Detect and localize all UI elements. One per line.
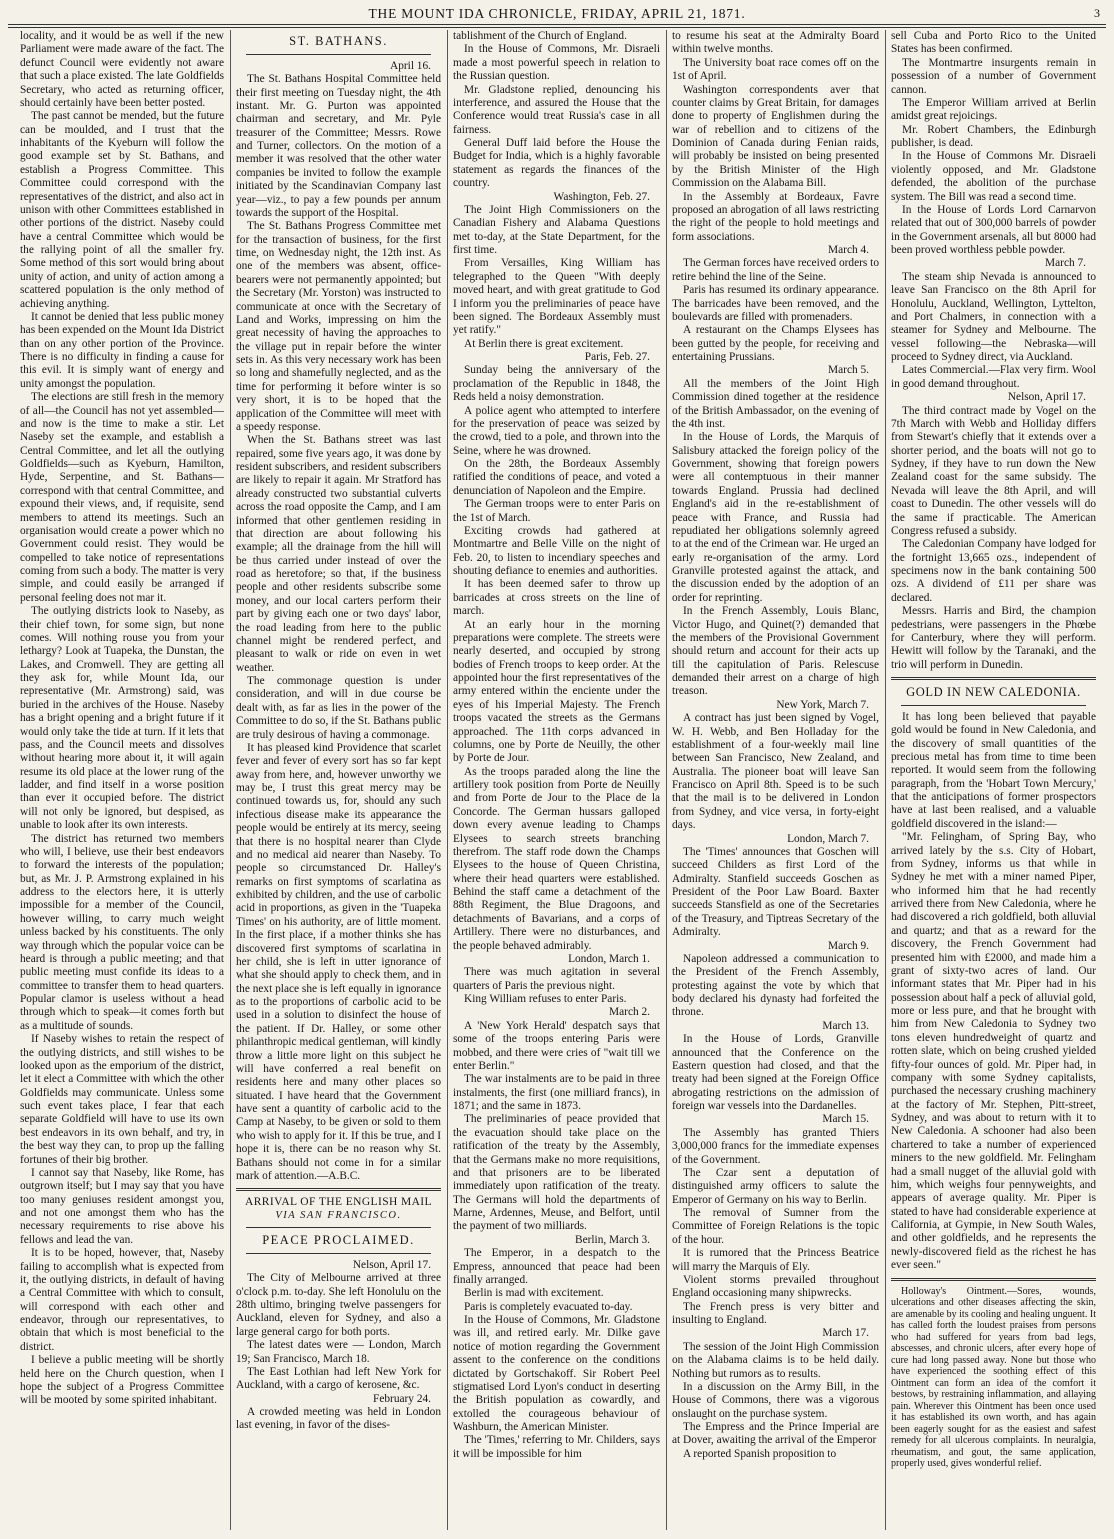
paragraph: It has been deemed safer to throw up barricades at cross streets on the line of march. bbox=[453, 578, 660, 618]
dateline: April 16. bbox=[390, 59, 431, 72]
dateline: March 17. bbox=[822, 1327, 869, 1340]
dateline: New York, March 7. bbox=[776, 698, 869, 711]
paragraph: The war instalments are to be paid in three instalments, the first (one milliard francs), in 1871; and the same in 1873. bbox=[453, 1073, 660, 1112]
column-2 bbox=[236, 30, 441, 1530]
mail-subheading: VIA SAN FRANCISCO. bbox=[275, 1209, 402, 1221]
paragraph: Lates Commercial.—Flax very firm. Wool in good demand throughout. bbox=[891, 364, 1096, 390]
paragraph: to resume his seat at the Admiralty Board within twelve months. bbox=[672, 30, 879, 56]
paragraph: Paris is completely evacuated to-day. bbox=[464, 1300, 633, 1313]
paragraph: The third contract made by Vogel on the 7th March with Webb and Holliday differs from Stewart's chiefly that it extends over a shorter period, and the boats will not go to Sydney, if they have to run down the New Zealand coast for the same subsidy. The Nevada will leave the 8th April, and will coast to Dunedin. The other vessels will do the same if practicable. The American Congress refused a subsidy. bbox=[891, 404, 1096, 537]
paragraph: All the members of the Joint High Commission dined together at the residence of the British Ambassador, on the evening of the 4th inst. bbox=[672, 377, 879, 430]
paragraph: In the House of Lords, the Marquis of Salisbury attacked the foreign policy of the Government, showing that foreign powers were all contemptuous in their manner towards England. Prussia had declined England's aid in the re-establishment of peace with France, and Russia had repudiated her obligations solemnly agreed to at the end of the Crimean war. He urged an early re-organisation of the army. Lord Granville protested against the attack, and the discussion ended by the adoption of an order for reprinting. bbox=[672, 431, 879, 604]
dateline: March 5. bbox=[828, 364, 869, 377]
paragraph: Berlin is mad with excitement. bbox=[464, 1287, 604, 1300]
paragraph: In the House of Commons Mr. Disraeli violently opposed, and Mr. Gladstone defended, the abolition of the purchase system. The Bill was read a second time. bbox=[891, 150, 1096, 203]
heading-rule bbox=[246, 1253, 431, 1254]
paragraph: The session of the Joint High Commission on the Alabama claims is to be held daily. Nothing but rumors as to results. bbox=[672, 1340, 879, 1380]
column-divider bbox=[447, 30, 448, 1530]
paragraph: The City of Melbourne arrived at three o'clock p.m. to-day. She left Honolulu on the 28th ultimo, bringing twelve passengers for Auckland, eleven for Sydney, and also a large general cargo for both ports. bbox=[236, 1272, 441, 1338]
paragraph: A contract has just been signed by Vogel, W. H. Webb, and Ben Holladay for the establishment of a four-weekly mail line between San Francisco, New Zealand, and Australia. The pioneer boat will leave San Francisco on April 8th. Speed is to be such that the mail is to be delivered in London from Sydney, and vice versa, in forty-eight days. bbox=[672, 712, 879, 832]
paragraph: It is rumored that the Princess Beatrice will marry the Marquis of Ely. bbox=[672, 1247, 879, 1273]
peace-heading: PEACE PROCLAIMED. bbox=[262, 1233, 415, 1248]
heading-rule bbox=[901, 705, 1086, 706]
paragraph: The Montmartre insurgents remain in possession of a number of Government cannon. bbox=[891, 56, 1096, 96]
paragraph: The latest dates were — London, March 19; San Francisco, March 18. bbox=[236, 1339, 441, 1365]
paragraph: Napoleon addressed a communication to the President of the French Assembly, protesting against the vote by which that body declared his dynasty had forfeited the throne. bbox=[672, 952, 879, 1019]
dateline: London, March 7. bbox=[787, 832, 869, 845]
paragraph: The Czar sent a deputation of distinguished army officers to salute the Emperor of Germany on his way to Berlin. bbox=[672, 1166, 879, 1206]
paragraph: Exciting crowds had gathered at Montmartre and Belle Ville on the night of Feb. 20, to listen to incendiary speeches and shouting defiance to enemies and authorities. bbox=[453, 524, 660, 577]
column-3 bbox=[453, 30, 660, 1530]
dateline: March 15. bbox=[822, 1113, 869, 1126]
paragraph: In the Assembly at Bordeaux, Favre proposed an abrogation of all laws restricting the right of the people to hold meetings and form associations. bbox=[672, 190, 879, 243]
column-4 bbox=[672, 30, 879, 1530]
paragraph: Violent storms prevailed throughout England occasioning many shipwrecks. bbox=[672, 1273, 879, 1300]
paragraph: The removal of Sumner from the Committee of Foreign Relations is the topic of the hour. bbox=[672, 1207, 879, 1246]
paragraph: A 'New York Herald' despatch says that some of the troops entering Paris were mobbed, and there were cries of "wait till we enter Berlin." bbox=[453, 1019, 660, 1072]
dateline: March 2. bbox=[609, 1006, 650, 1019]
paragraph: I believe a public meeting will be shortly held here on the Church question, when I hope the subject of a Progress Committee will be mooted by some spirited inhabitant. bbox=[20, 1354, 224, 1407]
column-1 bbox=[20, 30, 224, 1530]
paragraph: The 'Times,' referring to Mr. Childers, says it will be impossible for him bbox=[453, 1434, 660, 1460]
paragraph: The district has returned two members who will, I believe, use their best endeavors to forward the interests of the population; but, as Mr. J. P. Armstrong explained in his address to the electors here, it is utterly impossible for a member of the Council, however willing, to carry much weight unless backed by his constituents. The only way through which the popular voice can be heard is through a public meeting; and that public meeting must confide its ideas to a committee to transfer them to head quarters. Popular clamor is useless without a head through which to speak—it comes forth but as a multitude of sounds. bbox=[20, 832, 224, 1032]
paragraph: Paris has resumed its ordinary appearance. The barricades have been removed, and the boulevards are filled with promenaders. bbox=[672, 284, 879, 323]
paragraph: Sunday being the anniversary of the proclamation of the Republic in 1848, the Reds held a noisy demonstration. bbox=[453, 364, 660, 404]
mail-heading: ARRIVAL OF THE ENGLISH MAIL bbox=[245, 1196, 432, 1209]
paragraph: The Assembly has granted Thiers 3,000,000 francs for the immediate expenses of the Government. bbox=[672, 1126, 879, 1166]
paragraph: A reported Spanish proposition to bbox=[683, 1447, 837, 1460]
paragraph: Washington correspondents aver that counter claims by Great Britain, for damages done to property of Englishmen during the war of rebellion and to citizens of the Dominion of Canada during Fenian raids, will probably be insisted on being presented by the British Minister of the High Commission on the Alabama Bill. bbox=[672, 83, 879, 190]
paragraph: The Caledonian Company have lodged for the fortnight 13,665 ozs., independent of specimens now in the bank containing 500 ozs. A dividend of £11 per share was declared. bbox=[891, 538, 1096, 604]
paragraph: If Naseby wishes to retain the respect of the outlying districts, and still wishes to be looked upon as the emporium of the district, let it elect a Committee with which the other Goldfields may communicate. Unless some such event takes place, I fear that each separate Goldfield will have to use its own best endeavors in its own behalf, and try, in the best way they can, to prop up the falling fortunes of their big brother. bbox=[20, 1033, 224, 1166]
page-number: 3 bbox=[1094, 6, 1100, 20]
paragraph: The commonage question is under consideration, and will in due course be dealt with, as far as lies in the power of the Committee to do so, if the St. Bathans public are truly desirous of having a commonage. bbox=[236, 675, 441, 741]
paragraph: The Joint High Commissioners on the Canadian Fishery and Alabama Questions met to-day, at the State Department, for the first time. bbox=[453, 203, 660, 256]
paragraph: From Versailles, King William has telegraphed to the Queen "With deeply moved heart, and with great gratitude to God I inform you the preliminaries of peace have been signed. The Bordeaux Assembly must yet ratify." bbox=[453, 257, 660, 337]
paragraph: Mr. Gladstone replied, denouncing his interference, and assured the House that the Conference would treat Russia's case in all fairness. bbox=[453, 83, 660, 136]
paragraph: The outlying districts look to Naseby, as their chief town, for some sign, but none comes. Will nothing rouse you from your lethargy? Look at Tuapeka, the Dunstan, the Lakes, and Cromwell. They are getting all they ask for, while Mount Ida, our representative (Mr. Armstrong) said, was buried in the archives of the House. Naseby has a bright opening and a bright future if it would only take the tide at turn. If it lets that pass, and the Council meets and dissolves without hearing more about it, it will again resume its old place at the lower rung of the ladder, and find itself in a worse position than ever it occupied before. The district will not only be ignored, but despised, as unable to look after its own interests. bbox=[20, 605, 224, 832]
paragraph: The University boat race comes off on the 1st of April. bbox=[672, 56, 879, 83]
column-divider bbox=[666, 30, 667, 1530]
paragraph: It has long been believed that payable gold would be found in New Caledonia, and the discovery of small quantities of the precious metal has from time to time been reported. It would seem from the following paragraph, from the 'Hobart Town Mercury,' that the anticipations of former prospectors have at last been realised, and a valuable goldfield discovered in the island:— bbox=[891, 710, 1096, 830]
paragraph: On the 28th, the Bordeaux Assembly ratified the conditions of peace, and voted a denunciation of Napoleon and the Empire. bbox=[453, 458, 660, 497]
paragraph: General Duff laid before the House the Budget for India, which is a highly favorable statement as regards the finances of the country. bbox=[453, 137, 660, 190]
paragraph: The German forces have received orders to retire behind the line of the Seine. bbox=[672, 257, 879, 283]
paragraph: The St. Bathans Progress Committee met for the transaction of business, for the first time, on Wednesday night, the 12th inst. As one of the members was absent, office-bearers were not permanently appointed; but the Secretary (Mr. Yorston) was instructed to communicate at once with the Secretary of Land and Works, impressing on him the great necessity of having the approaches to the village put in repair before the winter sets in. As this very necessary work has been so long and shamefully neglected, and as the time for performing it before winter is so very short, it is to be hoped that the application of the Committee will meet with a speedy response. bbox=[236, 220, 441, 433]
paragraph: A restaurant on the Champs Elysees has been gutted by the people, for receiving and entertaining Prussians. bbox=[672, 324, 879, 363]
paragraph: Mr. Robert Chambers, the Edinburgh publisher, is dead. bbox=[891, 123, 1096, 149]
column-5 bbox=[891, 30, 1096, 1530]
paragraph: It is to be hoped, however, that, Naseby failing to accomplish what is expected from it, the outlying districts, in default of having a Central Committee with which to consult, will correspond with each other and endeavor, through our representatives, to obtain that which is most beneficial to the district. bbox=[20, 1247, 224, 1353]
paragraph: sell Cuba and Porto Rico to the United States has been confirmed. bbox=[891, 30, 1096, 56]
paragraph: It has pleased kind Providence that scarlet fever and fever of every sort has so far kept away from here, and, however unworthy we may be, I trust this great mercy may be continued towards us, for, should any such infectious disease make its appearance the people would be entirely at its mercy, seeing that there is no hospital nearer than Clyde and no medical aid nearer than Naseby. To people so circumstanced Dr. Halley's remarks on first symptoms of scarlatina as exhibited by children, and the use of carbolic acid in proportions, as given in the 'Tuapeka Times' on his authority, are of little moment. In the first place, if a mother thinks she has discovered first symptoms of scarlatina in her child, she is left in utter ignorance of what she should apply to check them, and in the next place she is left equally in ignorance as to the proportions of carbolic acid to be used in a solution to disinfect the house of the patient. If Dr. Halley, or some other philanthropic medical gentleman, will kindly throw a little more light on this subject he will have conferred a real benefit on residents here and many other places so situated. I have heard that the Government have sent a quantity of carbolic acid to the Camp at Naseby, to be given or sold to them who wish to apply for it. If this be true, and I hope it is, there can be no reason why St. Bathans should not come in for a similar mark of attention.—A.B.C. bbox=[236, 741, 441, 1182]
paragraph: The 'Times' announces that Goschen will succeed Childers as first Lord of the Admiralty. Stanfield succeeds Goschen as President of the Poor Law Board. Baxter succeeds Stansfield as one of the Secretaries of the Treasury, and Tiptreas Secretary of the Admiralty. bbox=[672, 845, 879, 939]
gold-heading: GOLD IN NEW CALEDONIA. bbox=[906, 685, 1081, 699]
paragraph: The East Lothian had left New York for Auckland, with a cargo of kerosene, &c. bbox=[236, 1365, 441, 1392]
dateline: Nelson, April 17. bbox=[1007, 391, 1086, 404]
section-rule bbox=[891, 677, 1096, 680]
paragraph: The preliminaries of peace provided that the evacuation should take place on the ratification of the treaty by the Assembly, that the Germans make no more requisitions, and that prisoners are to be liberated immediately upon ratification of the treaty. The Germans will hold the departments of Marne, Ardennes, Meuse, and Belfort, until the payment of two milliards. bbox=[453, 1113, 660, 1233]
dateline: Berlin, March 3. bbox=[575, 1233, 650, 1246]
masthead bbox=[0, 4, 1114, 26]
paragraph: There was much agitation in several quarters of Paris the previous night. bbox=[453, 966, 660, 992]
paragraph: The Emperor William arrived at Berlin amidst great rejoicings. bbox=[891, 96, 1096, 123]
dateline: Nelson, April 17. bbox=[352, 1258, 431, 1271]
paragraph: In the House of Commons, Mr. Disraeli made a most powerful speech in relation to the Russian question. bbox=[453, 43, 660, 83]
paragraph: At Berlin there is great excitement. bbox=[464, 337, 624, 350]
dateline: February 24. bbox=[373, 1392, 431, 1405]
dateline: London, March 1. bbox=[568, 952, 650, 965]
paragraph: A police agent who attempted to interfere for the preservation of peace was seized by the crowd, tied to a pole, and thrown into the Seine, where he was drowned. bbox=[453, 404, 660, 457]
column-divider bbox=[230, 30, 231, 1530]
paragraph: I cannot say that Naseby, like Rome, has outgrown itself; but I may say that you have too many geniuses resident amongst you, and not one amongst them who has the necessary requirements to rise above his fellows and lead the van. bbox=[20, 1166, 224, 1246]
masthead-rule bbox=[8, 24, 1106, 25]
paragraph: Messrs. Harris and Bird, the champion pedestrians, were passengers in the Phœbe for Canterbury, where they will perform. Hewitt will follow by the Taranaki, and the trio will perform in Dunedin. bbox=[891, 605, 1096, 671]
heading-rule bbox=[246, 54, 431, 55]
paragraph: As the troops paraded along the line the artillery took position from Porte de Neuilly and from Porte de Jour to the Place de la Concorde. The German hussars galloped down every avenue leading to Champs Elysees to search streets branching therefrom. The staff rode down the Champs Elysees to the house of Queen Christina, where their head quarters were established. Behind the staff came a detachment of the 88th Regiment, the Blue Dragoons, and detachments of Bavarians, and a corps of Artillery. There were no disturbances, and the people behaved admirably. bbox=[453, 765, 660, 952]
paragraph: The St. Bathans Hospital Committee held their first meeting on Tuesday night, the 4th instant. Mr. G. Purton was appointed chairman and secretary, and Mr. Pyle treasurer of the Committee; Messrs. Rowe and Turner, collectors. On the motion of a member it was resolved that the other water companies be invited to follow the example initiated by the Scandinavian Company last year—viz., to pay a few pounds per annum towards the support of the Hospital. bbox=[236, 73, 441, 219]
section-rule bbox=[891, 1278, 1096, 1281]
heading-rule bbox=[246, 1227, 431, 1228]
paragraph: locality, and it would be as well if the new Parliament were made aware of the fact. The defunct Council were evidently not aware that such a place existed. The late Goldfields Secretary, who acted as returning officer, should certainly have been better posted. bbox=[20, 30, 224, 109]
column-divider bbox=[885, 30, 886, 1530]
section-rule bbox=[236, 1188, 441, 1191]
paragraph: In a discussion on the Army Bill, in the House of Commons, there was a vigorous onslaught on the purchase system. bbox=[672, 1380, 879, 1420]
paragraph: The past cannot be mended, but the future can be moulded, and I trust that the inhabitants of the Kyeburn will follow the good example set by St. Bathans, and establish a Progress Committee. This Committee could correspond with the representatives of the district, and also act in unison with other Committees established in other portions of the district. Naseby could have a central Committee which would be the rallying point of all the smaller fry. Some method of this sort would bring about unity of action, and unity of action among a scattered population is the only method of achieving anything. bbox=[20, 110, 224, 310]
paragraph: The steam ship Nevada is announced to leave San Francisco on the 8th April for Honolulu, Auckland, Wellington, Lyttelton, and Port Chalmers, in connection with a steamer for Sydney and Melbourne. The vessel following—the Nebraska—will proceed to Sydney direct, via Auckland. bbox=[891, 270, 1096, 363]
paragraph: King William refuses to enter Paris. bbox=[464, 993, 627, 1005]
paragraph: It cannot be denied that less public money has been expended on the Mount Ida District than on any other portion of the Province. There is no difficulty in finding a cause for this evil. It is simply want of energy and unity amongst the population. bbox=[20, 310, 224, 390]
dateline: March 9. bbox=[828, 939, 869, 952]
paragraph: tablishment of the Church of England. bbox=[453, 30, 627, 42]
dateline: March 7. bbox=[1045, 257, 1086, 270]
paragraph: The Empress and the Prince Imperial are at Dover, awaiting the arrival of the Emperor bbox=[672, 1421, 879, 1447]
paragraph: In the French Assembly, Louis Blanc, Victor Hugo, and Quinet(?) demanded that the members of the Provisional Government should return and account for their acts up till the capitulation of Paris. Relescuse demanded their arrest on a charge of high treason. bbox=[672, 605, 879, 698]
holloway-advert: Holloway's Ointment.—Sores, wounds, ulcerations and other diseases affecting the skin, are amenable by its cooling and healing unguent. It has called forth the loudest praises from persons who had suffered for years from bad legs, abscesses, and chronic ulcers, after every hope of cure had long passed away. None but those who have experienced the soothing effect of this Ointment can form an idea of the comfort it bestows, by restraining inflammation, and allaying pain. Wherever this Ointment has been once used it has established its own worth, and has again been eagerly sought for as the easiest and safest remedy for all ulcerous complaints. In neuralgia, rheumatism, and gout, the same application, properly used, gives wonderful relief. bbox=[891, 1285, 1096, 1469]
dateline: March 4. bbox=[828, 244, 869, 256]
masthead-rule bbox=[8, 27, 1106, 28]
paragraph: The French press is very bitter and insulting to England. bbox=[672, 1300, 879, 1326]
paragraph: In the House of Lords Lord Carnarvon related that out of 300,000 barrels of powder in the Government arsenals, all but 8000 had been proved worthless pebble powder. bbox=[891, 203, 1096, 256]
paragraph: "Mr. Felingham, of Spring Bay, who arrived lately by the s.s. City of Hobart, from Sydney, informs us that while in Sydney he met with a miner named Piper, who informed him that he had recently arrived there from New Caledonia, where he had discovered a rich goldfield, both alluvial and quartz; and that as a reward for the discovery, the French Government had presented him with £2000, and made him a grant of sixty-two acres of land. Our informant states that Mr. Piper had in his possession about half a peck of alluvial gold, more or less pure, and that he brought with him from New Caledonia to Sydney two tons eleven hundredweight of quartz and rotten slate, which on being crushed yielded fifty-four ounces of gold. Mr. Piper had, in company with some Sydney capitalists, purchased the necessary crushing machinery at the factory of Mr. Stephen, Pitt-street, Sydney, and was about to return with it to New Caledonia. A schooner had also been chartered to take a number of experienced miners to the new goldfield. Mr. Felingham had a small nugget of the alluvial gold with him, which weighs four pennyweights, and appears of average quality. Mr. Piper is stated to have had considerable experience at California, at Gympie, in New South Wales, and other goldfields, and he represents the newly-discovered field as the richest he has ever seen." bbox=[891, 831, 1096, 1272]
newspaper-title: THE MOUNT IDA CHRONICLE, FRIDAY, APRIL 21, 1871. bbox=[368, 6, 746, 21]
paragraph: At an early hour in the morning preparations were complete. The streets were nearly deserted, and occupied by strong bodies of French troops to keep order. At the appointed hour the first representatives of the army entered within the enciente under the eyes of his Imperial Majesty. The French troops vacated the streets as the Germans approached. The 11th corps advanced in columns, one by Porte de Neuilly, the other by Porte de Jour. bbox=[453, 618, 660, 765]
paragraph: When the St. Bathans street was last repaired, some five years ago, it was done by resident subscribers, and resident subscribers are likely to repair it again. Mr Stratford has already constructed two substantial culverts across the road opposite the Camp, and I am informed that other gentlemen residing in that direction are about following his example; all the drainage from the hill will be thus carried under instead of over the road as heretofore; so that, if the business people and other residents subscribe some money, and our local carters perform their part by giving each one or two days' labor, the road leading from here to the public channel might be rendered perfect, and pleasant to walk or ride on even in wet weather. bbox=[236, 434, 441, 674]
paragraph: The Emperor, in a despatch to the Empress, announced that peace had been finally arranged. bbox=[453, 1247, 660, 1286]
paragraph: In the House of Lords, Granville announced that the Conference on the Eastern question had closed, and that the treaty had been signed at the Foreign Office abrogating restrictions on the admission of foreign war vessels into the Dardanelles. bbox=[672, 1033, 879, 1112]
article-heading: ST. BATHANS. bbox=[289, 34, 388, 48]
dateline: Washington, Feb. 27. bbox=[553, 190, 650, 203]
dateline: March 13. bbox=[822, 1019, 869, 1032]
dateline: Paris, Feb. 27. bbox=[584, 351, 650, 363]
paragraph: A crowded meeting was held in London last evening, in favor of the dises- bbox=[236, 1406, 441, 1432]
paragraph: The German troops were to enter Paris on the 1st of March. bbox=[453, 498, 660, 524]
paragraph: In the House of Commons, Mr. Gladstone was ill, and retired early. Mr. Dilke gave notice of motion regarding the Government assent to the conference on the conditions dictated by Gortschakoff. Sir Robert Peel stigmatised Lord Lyon's conduct in deserting the British population as cowardly, and extolled the courageous behaviour of Washburn, the American Minister. bbox=[453, 1314, 660, 1433]
paragraph: The elections are still fresh in the memory of all—the Council has not yet assembled—and now is the time to make a stir. Let Naseby set the example, and establish a Central Committee, and let all the outlying Goldfields—such as Kyeburn, Hamilton, Hyde, Serpentine, and St. Bathans—correspond with that central Committee, and expound their views, and, if requisite, send members to attend its meetings. Such an organisation would create a power which no Government could resist. They would be compelled to take notice of representations coming from such a body. The matter is very simple, and could easily be arranged if personal feeling does not mar it. bbox=[20, 391, 224, 604]
